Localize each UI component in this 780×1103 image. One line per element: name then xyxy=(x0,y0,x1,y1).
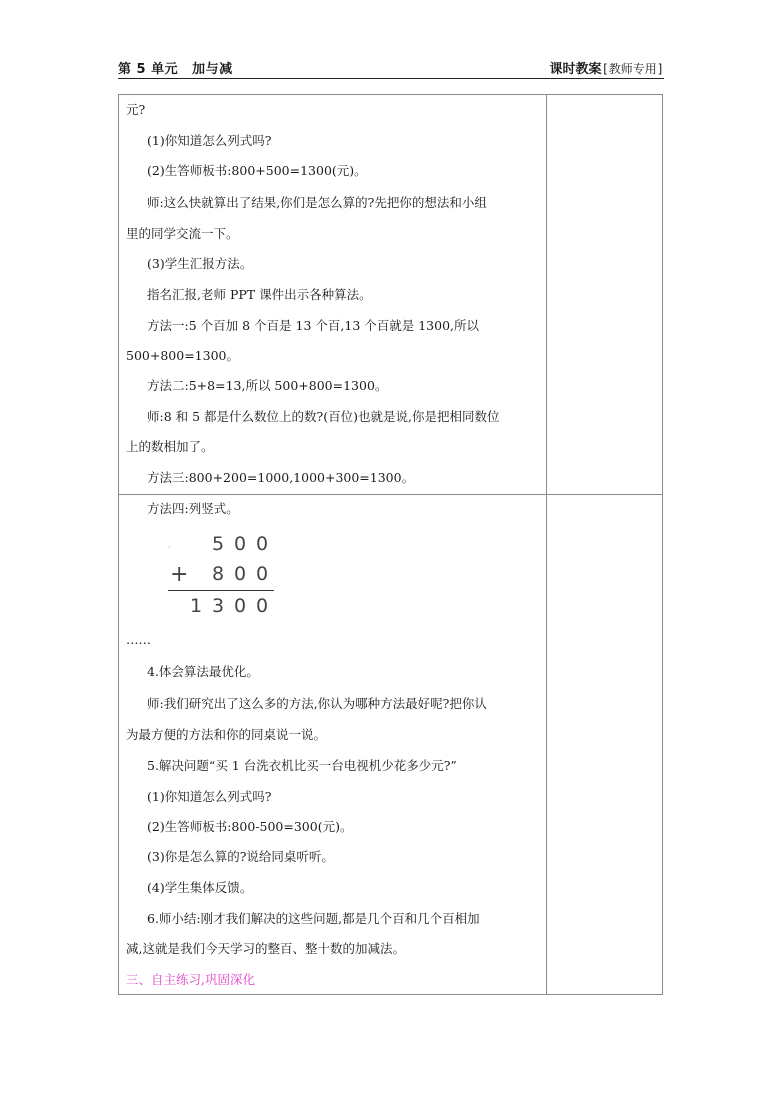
text-line: 上的数相加了。 xyxy=(126,439,214,454)
unit-label: 第 5 单元 xyxy=(118,62,179,77)
text-line: 500+800=1300。 xyxy=(126,348,239,363)
calc-digit: 0 xyxy=(234,533,247,555)
text-line: 方法四:列竖式。 xyxy=(147,501,239,516)
document-type xyxy=(550,58,664,77)
text-line: (1)你知道怎么列式吗? xyxy=(147,789,272,804)
text-line: 师:我们研究出了这么多的方法,你认为哪种方法最好呢?把你认 xyxy=(147,696,487,711)
notes-cell-1 xyxy=(546,94,663,495)
calc-digit: 0 xyxy=(234,595,247,617)
text-line: 为最方便的方法和你的同桌说一说。 xyxy=(126,727,327,742)
text-line: (3)学生汇报方法。 xyxy=(147,256,253,271)
text-line: 师:这么快就算出了结果,你们是怎么算的?先把你的想法和小组 xyxy=(147,195,487,210)
calc-digit: 0 xyxy=(256,595,269,617)
sum-rule xyxy=(168,590,274,591)
text-line: (3)你是怎么算的?说给同桌听听。 xyxy=(147,849,334,864)
vertical-addition xyxy=(168,533,288,623)
text-line: 师:8 和 5 都是什么数位上的数?(百位)也就是说,你是把相同数位 xyxy=(147,409,500,424)
text-line: 6.师小结:刚才我们解决的这些问题,都是几个百和几个百相加 xyxy=(147,911,480,926)
page-header xyxy=(118,58,664,78)
text-line: (4)学生集体反馈。 xyxy=(147,880,253,895)
text-line: 4.体会算法最优化。 xyxy=(147,664,259,679)
text-line: 元? xyxy=(126,102,146,117)
calc-digit: 1 xyxy=(190,595,203,617)
text-line: 减,这就是我们今天学习的整百、整十数的加减法。 xyxy=(126,941,405,956)
calc-digit: 3 xyxy=(212,595,225,617)
notes-cell-2 xyxy=(546,494,663,995)
text-line: 方法三:800+200=1000,1000+300=1300。 xyxy=(147,470,415,485)
text-line: (2)生答师板书:800-500=300(元)。 xyxy=(147,819,353,834)
text-line: 5.解决问题“买 1 台洗衣机比买一台电视机少花多少元?” xyxy=(147,758,457,773)
header-rule xyxy=(118,78,664,79)
calc-digit: 0 xyxy=(256,533,269,555)
plus-sign: + xyxy=(170,562,189,587)
text-line: (2)生答师板书:800+500=1300(元)。 xyxy=(147,163,367,178)
unit-heading xyxy=(118,58,233,77)
calc-digit: 0 xyxy=(256,563,269,585)
doc-tag: [教师专用] xyxy=(601,62,664,76)
unit-topic: 加与减 xyxy=(192,62,233,77)
text-line: 方法二:5+8=13,所以 500+800=1300。 xyxy=(147,378,388,393)
section-heading: 三、自主练习,巩固深化 xyxy=(126,972,255,987)
calc-digit: 0 xyxy=(234,563,247,585)
calc-digit: 8 xyxy=(212,563,225,585)
text-line: (1)你知道怎么列式吗? xyxy=(147,133,272,148)
stray-dot: · xyxy=(168,543,171,552)
text-line: 方法一:5 个百加 8 个百是 13 个百,13 个百就是 1300,所以 xyxy=(147,318,480,333)
doc-title: 课时教案 xyxy=(549,62,602,77)
text-line: 指名汇报,老师 PPT 课件出示各种算法。 xyxy=(147,287,372,302)
calc-digit: 5 xyxy=(212,533,225,555)
text-line: 里的同学交流一下。 xyxy=(126,226,239,241)
text-line: …… xyxy=(126,632,151,647)
